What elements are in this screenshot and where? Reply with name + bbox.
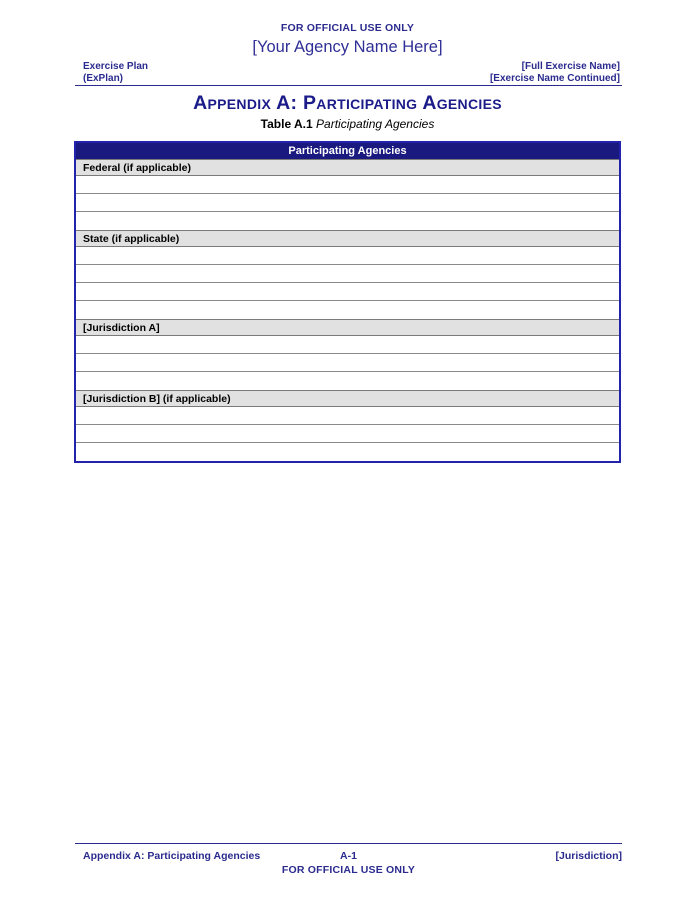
agency-name-placeholder: [Your Agency Name Here] <box>252 38 443 56</box>
header-exercise-plan-line1: Exercise Plan <box>83 61 149 72</box>
document-footer <box>75 849 622 889</box>
table-section-header: Federal (if applicable) <box>76 159 619 176</box>
header-exercise-name-block <box>490 61 620 85</box>
table-section-header: [Jurisdiction B] (if applicable) <box>76 390 619 407</box>
footer-main-line <box>75 849 622 863</box>
footer-page-number: A-1 <box>340 850 357 862</box>
table-section-header: [Jurisdiction A] <box>76 319 619 336</box>
header-classification-banner: FOR OFFICIAL USE ONLY <box>280 22 415 34</box>
table-section-header: State (if applicable) <box>76 230 619 247</box>
table-row[interactable] <box>76 247 619 265</box>
table-row[interactable] <box>76 212 619 230</box>
footer-classification-banner: FOR OFFICIAL USE ONLY <box>281 864 416 876</box>
header-exercise-plan-line2: (ExPlan) <box>83 73 124 84</box>
participating-agencies-table <box>74 141 621 463</box>
header-divider-rule <box>75 85 622 86</box>
header-exercise-name-line1: [Full Exercise Name] <box>521 61 620 72</box>
table-caption-label: Table A.1 <box>260 117 313 131</box>
header-exercise-name-line2: [Exercise Name Continued] <box>489 73 620 84</box>
table-row[interactable] <box>76 407 619 425</box>
table-row[interactable] <box>76 425 619 443</box>
table-row[interactable] <box>76 443 619 461</box>
table-row[interactable] <box>76 176 619 194</box>
table-row[interactable] <box>76 283 619 301</box>
table-body <box>76 159 619 461</box>
table-row[interactable] <box>76 372 619 390</box>
table-row[interactable] <box>76 336 619 354</box>
page-title: Appendix A: Participating Agencies <box>193 92 502 114</box>
footer-divider-rule <box>75 843 622 844</box>
document-header <box>75 22 620 86</box>
footer-appendix-label: Appendix A: Participating Agencies <box>83 850 261 862</box>
header-exercise-row <box>75 61 620 86</box>
table-caption <box>0 117 695 132</box>
table-row[interactable] <box>76 194 619 212</box>
footer-jurisdiction-label: [Jurisdiction] <box>555 850 622 862</box>
header-exercise-plan-block <box>83 61 148 85</box>
table-row[interactable] <box>76 265 619 283</box>
table-row[interactable] <box>76 354 619 372</box>
table-column-header: Participating Agencies <box>76 143 619 159</box>
table-caption-text: Participating Agencies <box>316 117 435 131</box>
table-row[interactable] <box>76 301 619 319</box>
